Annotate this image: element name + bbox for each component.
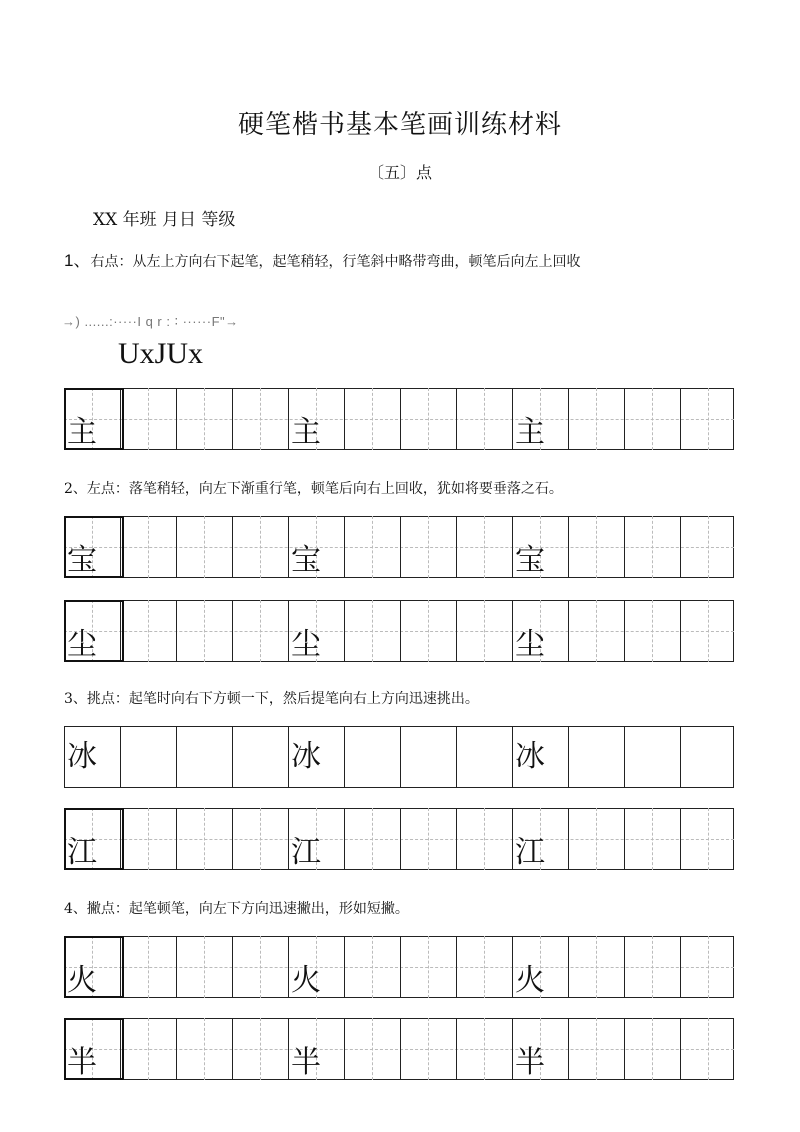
section-text: 右点：从左上方向右下起笔，起笔稍轻，行笔斜中略带弯曲，顿笔后向左上回收: [90, 254, 581, 270]
grid-guide-vertical: [428, 808, 429, 870]
grid-cell-divider: [400, 516, 401, 578]
grid-cell-divider: [680, 936, 681, 998]
model-character: 江: [515, 835, 545, 870]
section-text: 撇点：起笔顿笔，向左下方向迅速撇出，形如短撇。: [86, 901, 409, 917]
grid-cell-divider: [456, 516, 457, 578]
model-character: 半: [67, 1045, 97, 1080]
grid-guide-vertical: [428, 1018, 429, 1080]
grid-cell-divider: [344, 600, 345, 662]
grid-cell-divider: [456, 600, 457, 662]
garbled-text: UxJUx: [118, 337, 204, 370]
practice-grid-row: [64, 936, 734, 998]
grid-guide-vertical: [260, 936, 261, 998]
grid-guide-vertical: [596, 808, 597, 870]
grid-cell-divider: [232, 1018, 233, 1080]
grid-cell-divider: [400, 600, 401, 662]
model-character: 主: [515, 415, 545, 450]
grid-cell-divider: [176, 936, 177, 998]
grid-cell-divider: [512, 808, 513, 870]
grid-guide-vertical: [484, 516, 485, 578]
grid-guide-vertical: [204, 936, 205, 998]
grid-guide-vertical: [428, 388, 429, 450]
grid-guide-vertical: [372, 808, 373, 870]
grid-cell-divider: [568, 808, 569, 870]
grid-cell-divider: [288, 600, 289, 662]
grid-guide-vertical: [484, 388, 485, 450]
model-character: 江: [291, 835, 321, 870]
grid-guide-vertical: [372, 936, 373, 998]
grid-cell-divider: [568, 388, 569, 450]
section-number: 3、: [64, 691, 87, 707]
practice-grid-row: [64, 808, 734, 870]
grid-guide-vertical: [204, 600, 205, 662]
section-text: 挑点：起笔时向右下方顿一下，然后提笔向右上方向迅速挑出。: [86, 691, 479, 707]
model-character: 尘: [515, 627, 545, 662]
grid-guide-vertical: [484, 808, 485, 870]
grid-cell-divider: [288, 726, 289, 788]
model-character: 尘: [291, 627, 321, 662]
grid-guide-vertical: [260, 600, 261, 662]
practice-grid-row: [64, 1018, 734, 1080]
grid-guide-vertical: [596, 388, 597, 450]
grid-cell-divider: [288, 516, 289, 578]
model-character: 江: [67, 835, 97, 870]
section-text: 左点：落笔稍轻，向左下渐重行笔，顿笔后向右上回收，犹如将要垂落之石。: [86, 481, 563, 497]
grid-cell-divider: [624, 726, 625, 788]
practice-grid-row: [64, 388, 734, 450]
grid-cell-divider: [624, 600, 625, 662]
grid-guide-horizontal: [64, 547, 734, 548]
grid-cell-divider: [344, 808, 345, 870]
grid-guide-vertical: [260, 388, 261, 450]
grid-guide-vertical: [372, 516, 373, 578]
grid-cell-divider: [680, 516, 681, 578]
grid-guide-vertical: [596, 600, 597, 662]
grid-guide-vertical: [428, 936, 429, 998]
grid-cell-divider: [120, 726, 121, 788]
grid-guide-vertical: [652, 516, 653, 578]
grid-cell-divider: [624, 516, 625, 578]
grid-guide-vertical: [372, 1018, 373, 1080]
grid-guide-horizontal: [64, 839, 734, 840]
grid-guide-vertical: [708, 808, 709, 870]
grid-guide-vertical: [148, 516, 149, 578]
model-box-top: [66, 516, 122, 518]
grid-cell-divider: [232, 726, 233, 788]
section-number: 2、: [64, 481, 87, 497]
section-number: 1、: [64, 251, 91, 270]
grid-cell-divider: [176, 388, 177, 450]
section-3-instruction: [64, 688, 479, 708]
grid-cell-divider: [176, 726, 177, 788]
grid-guide-vertical: [428, 516, 429, 578]
grid-cell-divider: [288, 388, 289, 450]
grid-guide-vertical: [204, 388, 205, 450]
section-4-instruction: [64, 898, 409, 918]
model-character: 宝: [515, 543, 545, 578]
grid-cell-divider: [456, 726, 457, 788]
model-box-top: [66, 936, 122, 938]
model-character: 尘: [67, 627, 97, 662]
grid-guide-vertical: [652, 1018, 653, 1080]
model-box-top: [66, 388, 122, 390]
model-character: 火: [515, 963, 545, 998]
grid-guide-vertical: [260, 516, 261, 578]
model-character: 主: [291, 415, 321, 450]
grid-cell-divider: [344, 516, 345, 578]
grid-guide-horizontal: [64, 419, 734, 420]
section-2-instruction: [64, 478, 563, 498]
grid-cell-divider: [680, 808, 681, 870]
model-character: 主: [67, 415, 97, 450]
model-box-top: [66, 600, 122, 602]
grid-cell-divider: [400, 936, 401, 998]
grid-cell-divider: [232, 600, 233, 662]
grid-guide-vertical: [596, 1018, 597, 1080]
grid-cell-divider: [624, 808, 625, 870]
grid-guide-horizontal: [64, 631, 734, 632]
grid-cell-divider: [512, 388, 513, 450]
grid-guide-vertical: [484, 600, 485, 662]
grid-cell-divider: [680, 1018, 681, 1080]
grid-cell-divider: [456, 936, 457, 998]
grid-guide-vertical: [260, 1018, 261, 1080]
grid-cell-divider: [512, 600, 513, 662]
grid-cell-divider: [680, 600, 681, 662]
grid-cell-divider: [568, 1018, 569, 1080]
grid-guide-vertical: [484, 936, 485, 998]
grid-cell-divider: [680, 388, 681, 450]
grid-cell-divider: [232, 936, 233, 998]
grid-guide-vertical: [596, 516, 597, 578]
grid-cell-divider: [232, 516, 233, 578]
grid-cell-divider: [568, 600, 569, 662]
grid-cell-divider: [512, 1018, 513, 1080]
grid-guide-vertical: [204, 1018, 205, 1080]
model-character: 冰: [515, 739, 545, 774]
grid-guide-horizontal: [64, 1049, 734, 1050]
grid-guide-vertical: [204, 808, 205, 870]
page-title: 硬笔楷书基本笔画训练材料: [237, 110, 562, 140]
grid-cell-divider: [176, 600, 177, 662]
section-1-instruction: [64, 246, 580, 271]
grid-cell-divider: [288, 808, 289, 870]
grid-cell-divider: [568, 726, 569, 788]
grid-guide-vertical: [708, 1018, 709, 1080]
grid-guide-horizontal: [64, 967, 734, 968]
grid-cell-divider: [512, 936, 513, 998]
grid-cell-divider: [568, 516, 569, 578]
grid-guide-vertical: [708, 388, 709, 450]
grid-cell-divider: [624, 936, 625, 998]
grid-guide-vertical: [652, 600, 653, 662]
model-character: 火: [291, 963, 321, 998]
model-character: 宝: [291, 543, 321, 578]
practice-grid-row: [64, 516, 734, 578]
grid-cell-divider: [344, 1018, 345, 1080]
model-box-top: [66, 808, 122, 810]
grid-guide-vertical: [148, 936, 149, 998]
section-number: 4、: [64, 901, 87, 917]
grid-cell-divider: [512, 726, 513, 788]
grid-guide-vertical: [204, 516, 205, 578]
grid-cell-divider: [232, 808, 233, 870]
grid-guide-vertical: [148, 1018, 149, 1080]
model-character: 火: [67, 963, 97, 998]
grid-cell-divider: [344, 936, 345, 998]
page-subtitle: 〔五〕点: [367, 163, 432, 182]
grid-cell-divider: [512, 516, 513, 578]
grid-guide-vertical: [652, 936, 653, 998]
grid-cell-divider: [176, 1018, 177, 1080]
practice-grid-row: [64, 726, 734, 788]
grid-guide-vertical: [652, 808, 653, 870]
grid-guide-vertical: [260, 808, 261, 870]
grid-cell-divider: [176, 808, 177, 870]
grid-guide-vertical: [708, 600, 709, 662]
practice-grid-row: [64, 600, 734, 662]
grid-cell-divider: [400, 726, 401, 788]
grid-guide-vertical: [484, 1018, 485, 1080]
model-character: 半: [291, 1045, 321, 1080]
grid-guide-vertical: [372, 600, 373, 662]
grid-cell-divider: [400, 1018, 401, 1080]
grid-cell-divider: [624, 1018, 625, 1080]
grid-cell-divider: [680, 726, 681, 788]
model-box-top: [66, 1018, 122, 1020]
grid-cell-divider: [344, 388, 345, 450]
grid-cell-divider: [232, 388, 233, 450]
grid-guide-vertical: [652, 388, 653, 450]
grid-guide-vertical: [148, 808, 149, 870]
grid-guide-vertical: [428, 600, 429, 662]
grid-guide-vertical: [708, 936, 709, 998]
grid-cell-divider: [456, 1018, 457, 1080]
model-character: 半: [515, 1045, 545, 1080]
class-info-line: XX 年班 月日 等级: [93, 210, 236, 230]
grid-border: [64, 726, 734, 788]
grid-guide-vertical: [596, 936, 597, 998]
grid-guide-vertical: [148, 600, 149, 662]
grid-cell-divider: [624, 388, 625, 450]
grid-cell-divider: [288, 1018, 289, 1080]
grid-cell-divider: [456, 808, 457, 870]
grid-cell-divider: [568, 936, 569, 998]
model-character: 宝: [67, 543, 97, 578]
scan-noise-line: →) ......:·····I q r : ∶ ······F"→: [62, 314, 239, 329]
grid-cell-divider: [400, 388, 401, 450]
grid-cell-divider: [400, 808, 401, 870]
grid-guide-vertical: [372, 388, 373, 450]
grid-cell-divider: [456, 388, 457, 450]
grid-cell-divider: [344, 726, 345, 788]
grid-cell-divider: [288, 936, 289, 998]
model-character: 冰: [67, 739, 97, 774]
grid-guide-vertical: [708, 516, 709, 578]
grid-cell-divider: [176, 516, 177, 578]
model-character: 冰: [291, 739, 321, 774]
grid-guide-vertical: [148, 388, 149, 450]
